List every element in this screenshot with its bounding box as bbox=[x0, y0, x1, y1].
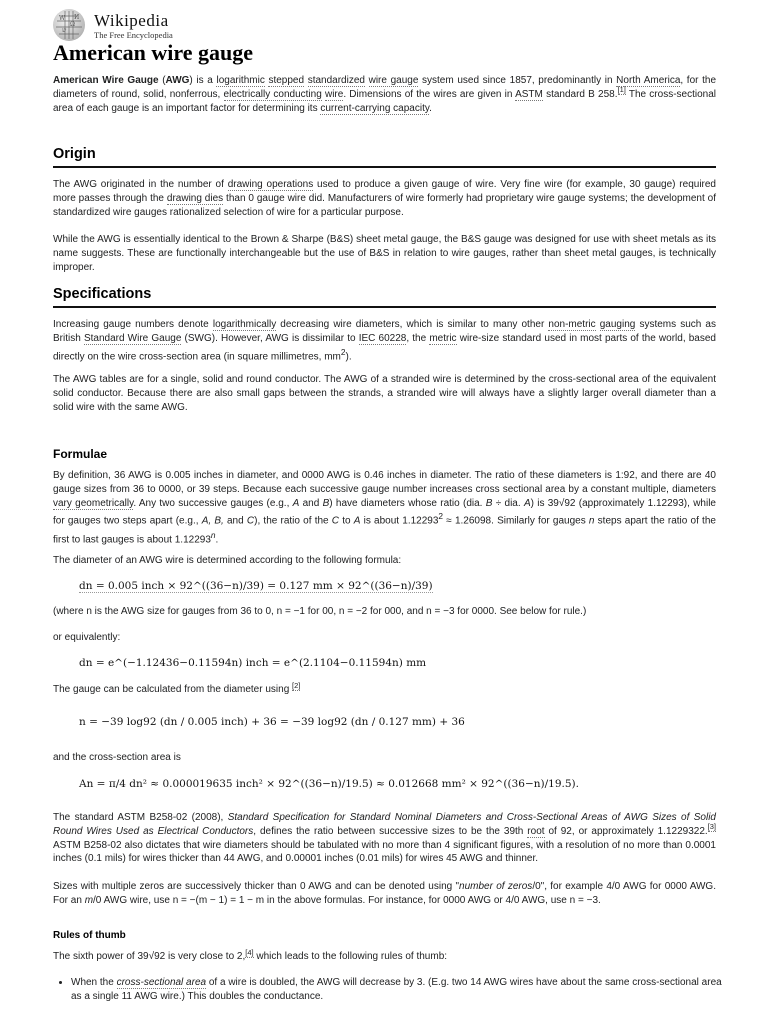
text: in the above formulas. For instance, for 0000 AWG or 4/0 AWG, use bbox=[264, 894, 570, 906]
text: ÷ dia. bbox=[492, 497, 524, 509]
text: . Dimensions of the wires are given in bbox=[343, 88, 516, 100]
text: of a wire is doubled, the AWG will decrease by 3. (E.g. two 14 AWG wires have about the same cross-sectional area as a single 11 AWG wire.) This doubles the conductance. bbox=[71, 977, 722, 1002]
equation-gauge bbox=[79, 716, 465, 728]
text: is very close to 2, bbox=[165, 951, 246, 962]
text: The gauge can be calculated from the diameter using bbox=[53, 684, 293, 695]
text: ). bbox=[345, 350, 352, 362]
text: . bbox=[429, 102, 432, 114]
var: B bbox=[485, 497, 493, 509]
text: The sixth power of bbox=[53, 951, 138, 962]
var: C bbox=[246, 515, 255, 527]
var: B bbox=[322, 497, 330, 509]
site-title[interactable]: Wikipedia bbox=[94, 11, 169, 30]
reference-3[interactable]: [3] bbox=[707, 822, 717, 832]
var: A, B, bbox=[201, 515, 224, 527]
text: is about 1.12293 bbox=[360, 515, 439, 527]
var: n bbox=[588, 515, 595, 527]
link-drawing-operations[interactable]: drawing operations bbox=[227, 179, 314, 190]
text: used to produce a given gauge of wire. Very fine wire (for example, 30 gauge) required more passes through the bbox=[53, 179, 716, 204]
reference-1[interactable]: [1] bbox=[617, 85, 626, 95]
text: By definition, 36 AWG is 0.005 inches in diameter, and 0000 AWG is 0.46 inches in diameter. The ratio of these diameters is 1:92, and there are 40 gauge sizes from 36 to 0000, or 39 steps. Because each successive gauge number increases cross sectional area by a constant multiple, diameters bbox=[53, 470, 716, 495]
specs-paragraph-1 bbox=[53, 318, 716, 364]
var: n bbox=[210, 529, 216, 540]
text: which leads to the following rules of thumb: bbox=[253, 951, 448, 962]
equation-area bbox=[79, 778, 579, 790]
link-non-metric[interactable]: non-metric bbox=[548, 319, 596, 330]
section-heading-rules-of-thumb: Rules of thumb bbox=[53, 930, 126, 941]
text: systems such as British bbox=[53, 319, 716, 344]
link-logarithmically[interactable]: logarithmically bbox=[212, 319, 277, 330]
reference-2[interactable]: [2] bbox=[292, 680, 301, 690]
var: A bbox=[523, 497, 531, 509]
link-metric[interactable]: metric bbox=[429, 332, 457, 344]
svg-text:И: И bbox=[74, 14, 80, 21]
list-item bbox=[71, 976, 734, 1004]
link-standard-wire-gauge[interactable]: Standard Wire Gauge bbox=[83, 332, 182, 344]
link-astm[interactable]: ASTM bbox=[515, 88, 543, 100]
text: , defines the ratio between successive sizes to be the 39th bbox=[253, 825, 528, 837]
svg-text:ש: ש bbox=[62, 27, 67, 34]
equation-text: An = π/4 dn² ≈ 0.000019635 inch² × 92^((36−n)/19.5) ≈ 0.012668 mm² × 92^((36−n)/19.5). bbox=[79, 778, 579, 790]
link-gauging[interactable]: gauging bbox=[599, 319, 636, 330]
text: is a bbox=[192, 75, 217, 86]
formulae-paragraph-3: (where n is the AWG size for gauges from 36 to 0, n = −1 for 00, n = −2 for 000, and n = −3 for 0000. See below for rule.) bbox=[53, 606, 587, 617]
formulae-paragraph-6: and the cross-section area is bbox=[53, 752, 181, 763]
text: (SWG). However, AWG is dissimilar to bbox=[181, 332, 359, 344]
text: system used since 1857, predominantly in bbox=[418, 75, 617, 86]
rules-list bbox=[53, 976, 734, 1004]
text: ASTM B258-02 also dictates that wire diameters should be tabulated with no more than 4 significant figures, with a resolution of no more than 0.0001 inches (0.1 mils) for wires thicker than 44 AWG, and 0.00001 inches (0.01 mils) for wires 45 AWG and thinner. bbox=[53, 839, 716, 865]
inline-equation: n = −(m − 1) = 1 − m bbox=[172, 894, 265, 906]
link-wire-gauge[interactable]: wire gauge bbox=[368, 75, 419, 86]
formulae-paragraph-1 bbox=[53, 469, 716, 547]
equation-text: dn = e^(−1.12436−0.11594n) inch = e^(2.1104−0.11594n) mm bbox=[79, 657, 427, 669]
superscript: 2 bbox=[340, 346, 346, 357]
text: steps apart the ratio of the first to last gauges is about 1.12293 bbox=[53, 515, 716, 545]
inline-equation: n = −3 bbox=[569, 894, 598, 906]
formulae-paragraph-5 bbox=[53, 680, 716, 697]
wikipedia-globe-logo[interactable] bbox=[53, 9, 85, 41]
text: /0", for example 4/0 AWG for 0000 AWG. For an bbox=[53, 881, 716, 906]
text: than 0 gauge wire did. Manufacturers of wire formerly had proprietary wire gauge systems; the development of standardized wire gauges rationalized selection of wire for a particular purpose. bbox=[53, 192, 716, 218]
math-root: 39√92 bbox=[137, 951, 166, 962]
text: ), the ratio of the bbox=[254, 515, 332, 527]
rules-paragraph-1 bbox=[53, 947, 716, 964]
site-tagline: The Free Encyclopedia bbox=[94, 30, 173, 40]
math-root: 39√92 bbox=[547, 497, 576, 509]
text: , the bbox=[406, 332, 430, 344]
text: Increasing gauge numbers denote bbox=[53, 319, 213, 330]
text: decreasing wire diameters, which is similar to many other bbox=[276, 319, 549, 330]
specs-paragraph-2: The AWG tables are for a single, solid and round conductor. The AWG of a stranded wire is determined by the cross-sectional area of the equivalent solid conductor. Because there are also small gaps between the strands, a stranded wire will always have a slightly larger overall diameter than a solid wire with the same AWG. bbox=[53, 374, 716, 413]
link-root[interactable]: root bbox=[527, 825, 545, 837]
text: The cross-sectional area of each gauge is an important factor for determining its bbox=[53, 88, 716, 114]
text: and bbox=[299, 497, 323, 509]
var: C bbox=[331, 515, 340, 527]
text: Sizes with multiple zeros are successively thicker than 0 AWG and can be denoted using " bbox=[53, 881, 460, 892]
text: ) have diameters whose ratio (dia. bbox=[329, 497, 486, 509]
equation-text: n = −39 log92 (dn / 0.005 inch) + 36 = −39 log92 (dn / 0.127 mm) + 36 bbox=[79, 716, 465, 728]
text: When the bbox=[71, 977, 117, 988]
term-abbr: AWG bbox=[165, 75, 190, 86]
text: The AWG originated in the number of bbox=[53, 179, 228, 190]
text: ) is bbox=[530, 497, 548, 509]
svg-text:W: W bbox=[59, 15, 66, 22]
standard-title: Standard Specification for Standard Nominal Diameters and Cross-Sectional Areas of AWG Sizes of Solid Round Wires Used as Electrical Conductors bbox=[53, 812, 716, 837]
link-iec-60228[interactable]: IEC 60228 bbox=[358, 332, 407, 344]
superscript: 2 bbox=[438, 511, 444, 522]
link-wire[interactable]: wire bbox=[324, 88, 344, 100]
text: ≈ 1.26098. Similarly for gauges bbox=[443, 515, 589, 527]
link-stepped[interactable]: stepped bbox=[268, 75, 305, 86]
text: , for the diameters of round, solid, nonferrous, bbox=[53, 75, 717, 100]
intro-paragraph: American Wire Gauge (AWG) is a logarithmic stepped standardized wire gauge system used since 1857, predominantly in North America, for the diameters of round, solid, nonferrous, electrically conducting wire. Dimensions of the wires are given in ASTM standard B 258.[1] The cross-sectional area of each gauge is an important factor for determining its current-carrying capacity. bbox=[53, 75, 717, 114]
page-title: American wire gauge bbox=[53, 40, 253, 65]
link-cross-sectional-area[interactable]: cross-sectional area bbox=[116, 977, 207, 988]
section-heading-formulae: Formulae bbox=[53, 447, 108, 461]
link-north-america[interactable]: North America bbox=[616, 75, 681, 86]
link-current-carrying-capacity[interactable]: current-carrying capacity bbox=[320, 102, 430, 114]
emphasis: number of zeros bbox=[459, 881, 533, 892]
equation-diameter bbox=[79, 580, 433, 593]
text: wire-size standard used in most parts of the world, based directly on the wire cross-section area (in square millimetres, mm bbox=[53, 332, 716, 362]
text: The standard ASTM B258-02 (2008), bbox=[53, 812, 228, 823]
link-drawing-dies[interactable]: drawing dies bbox=[166, 192, 224, 204]
formulae-paragraph-8 bbox=[53, 880, 716, 908]
text: and bbox=[223, 515, 247, 527]
text: . Any two successive gauges (e.g., bbox=[133, 497, 293, 509]
section-heading-specifications: Specifications bbox=[53, 285, 716, 308]
formulae-paragraph-7 bbox=[53, 811, 716, 866]
var: m bbox=[84, 894, 94, 906]
equation-text: dn = 0.005 inch × 92^((36−n)/39) = 0.127 mm × 92^((36−n)/39) bbox=[79, 580, 433, 592]
text: /0 AWG wire, use bbox=[93, 894, 173, 906]
origin-paragraph-1 bbox=[53, 178, 716, 219]
text: . bbox=[215, 533, 219, 545]
var: A bbox=[292, 497, 300, 509]
link-electrically-conducting[interactable]: electrically conducting bbox=[223, 88, 322, 100]
svg-text:Ω: Ω bbox=[70, 21, 75, 28]
text: standard B 258. bbox=[542, 88, 618, 100]
link-vary-geometrically[interactable]: vary geometrically bbox=[53, 497, 134, 509]
reference-4[interactable]: [4] bbox=[245, 947, 254, 957]
link-logarithmic[interactable]: logarithmic bbox=[216, 75, 265, 86]
var: A bbox=[353, 515, 361, 527]
section-heading-origin: Origin bbox=[53, 145, 716, 168]
formulae-paragraph-4: or equivalently: bbox=[53, 632, 121, 643]
term-awg: American Wire Gauge bbox=[53, 75, 159, 86]
formulae-paragraph-2: The diameter of an AWG wire is determined according to the following formula: bbox=[53, 555, 402, 566]
origin-paragraph-2: While the AWG is essentially identical to the Brown & Sharpe (B&S) sheet metal gauge, the B&S gauge was designed for use with sheet metals as its name suggests. These are functionally interchangeable but the use of B&S in relation to wire gauges, rather than sheet metal gauges, is technically improper. bbox=[53, 234, 716, 273]
text: of 92, or approximately 1.1229322. bbox=[544, 825, 708, 837]
text: to bbox=[339, 515, 354, 527]
link-standardized[interactable]: standardized bbox=[307, 75, 365, 86]
text: . bbox=[598, 894, 601, 906]
text: (approximately 1.12293), while for gauges two steps apart (e.g., bbox=[53, 497, 716, 527]
equation-diameter-exp bbox=[79, 657, 426, 669]
